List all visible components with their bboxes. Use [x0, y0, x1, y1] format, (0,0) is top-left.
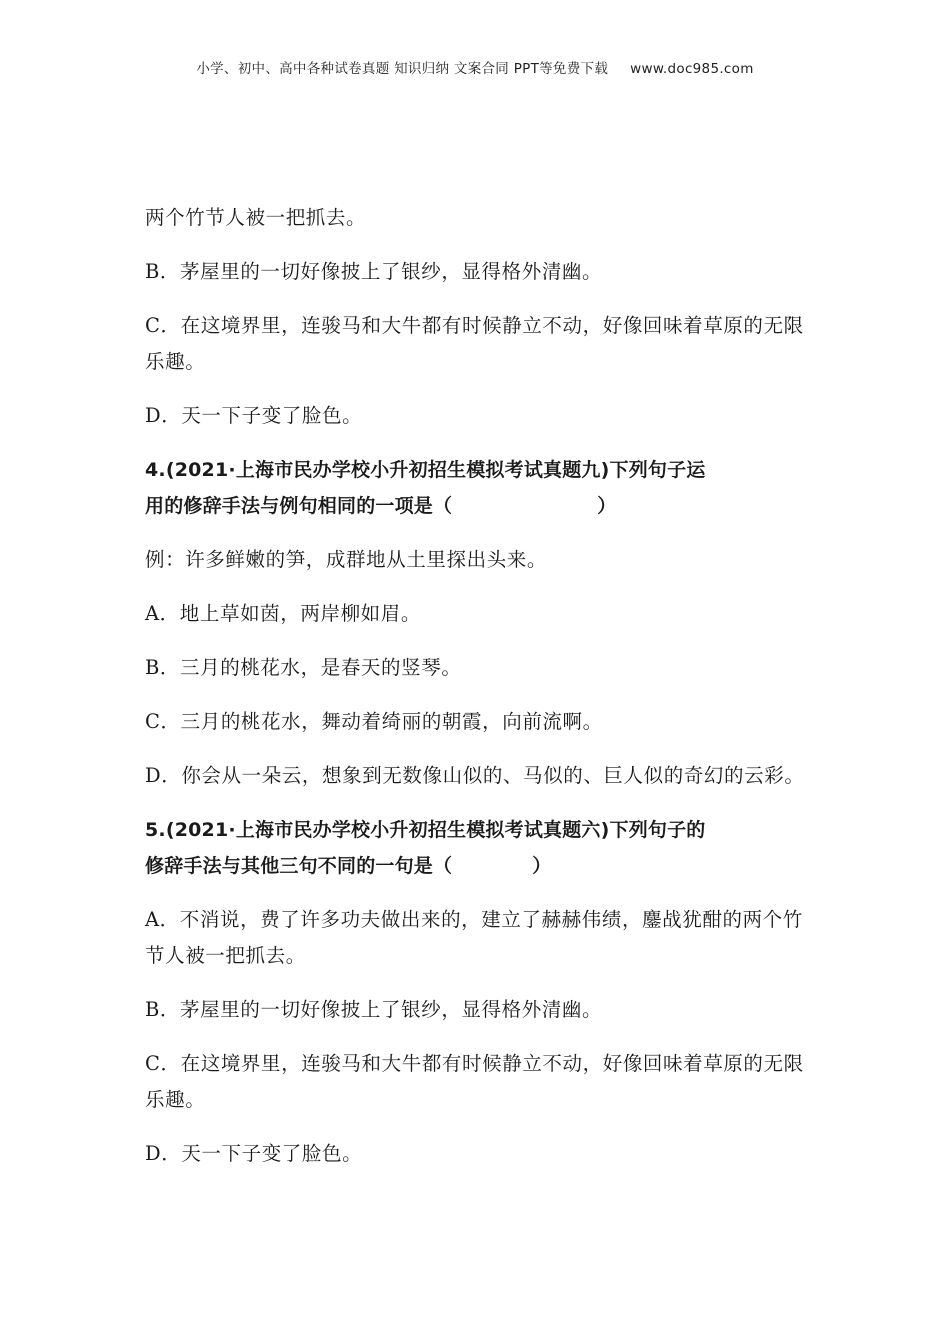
question-5-option-b: B．茅屋里的一切好像披上了银纱，显得格外清幽。 [145, 998, 603, 1021]
continuation-option-b: B．茅屋里的一切好像披上了银纱，显得格外清幽。 [145, 260, 603, 283]
question-5-line1: 5.(2021·上海市民办学校小升初招生模拟考试真题六)下列句子的 [145, 819, 706, 841]
question-5-line2-text: 修辞手法与其他三句不同的一句是（ [145, 855, 453, 877]
header-text: 小学、初中、高中各种试卷真题 知识归纳 文案合同 PPT等免费下载 [196, 61, 609, 77]
question-5-close-paren: ） [532, 855, 552, 877]
question-4-option-b: B．三月的桃花水，是春天的竖琴。 [145, 656, 462, 679]
question-4-line2 [145, 488, 815, 524]
question-5-stem [145, 812, 815, 884]
question-5-line2 [145, 848, 815, 884]
question-4-stem [145, 452, 815, 524]
continuation-option-c: C．在这境界里，连骏马和大牛都有时候静立不动，好像回味着草原的无限乐趣。 [145, 314, 804, 373]
question-4-example: 例：许多鲜嫩的笋，成群地从土里探出头来。 [145, 548, 548, 571]
page-header [0, 57, 950, 77]
continuation-option-d: D．天一下子变了脸色。 [145, 404, 363, 427]
question-5-option-a: A．不消说，费了许多功夫做出来的，建立了赫赫伟绩，鏖战犹酣的两个竹节人被一把抓去。 [145, 908, 803, 967]
question-4-close-paren: ） [597, 495, 617, 517]
continuation-line: 两个竹节人被一把抓去。 [145, 206, 367, 229]
question-4-option-c: C．三月的桃花水，舞动着绮丽的朝霞，向前流啊。 [145, 710, 603, 733]
question-5-option-c: C．在这境界里，连骏马和大牛都有时候静立不动，好像回味着草原的无限乐趣。 [145, 1052, 804, 1111]
question-4-option-a: A．地上草如茵，两岸柳如眉。 [145, 602, 421, 625]
header-site-link[interactable]: www.doc985.com [630, 61, 754, 77]
question-4-line1: 4.(2021·上海市民办学校小升初招生模拟考试真题九)下列句子运 [145, 459, 706, 481]
question-5-option-d: D．天一下子变了脸色。 [145, 1142, 363, 1165]
question-4-option-d: D．你会从一朵云，想象到无数像山似的、马似的、巨人似的奇幻的云彩。 [145, 764, 805, 787]
document-body [145, 200, 815, 1190]
question-4-line2-text: 用的修辞手法与例句相同的一项是（ [145, 495, 453, 517]
